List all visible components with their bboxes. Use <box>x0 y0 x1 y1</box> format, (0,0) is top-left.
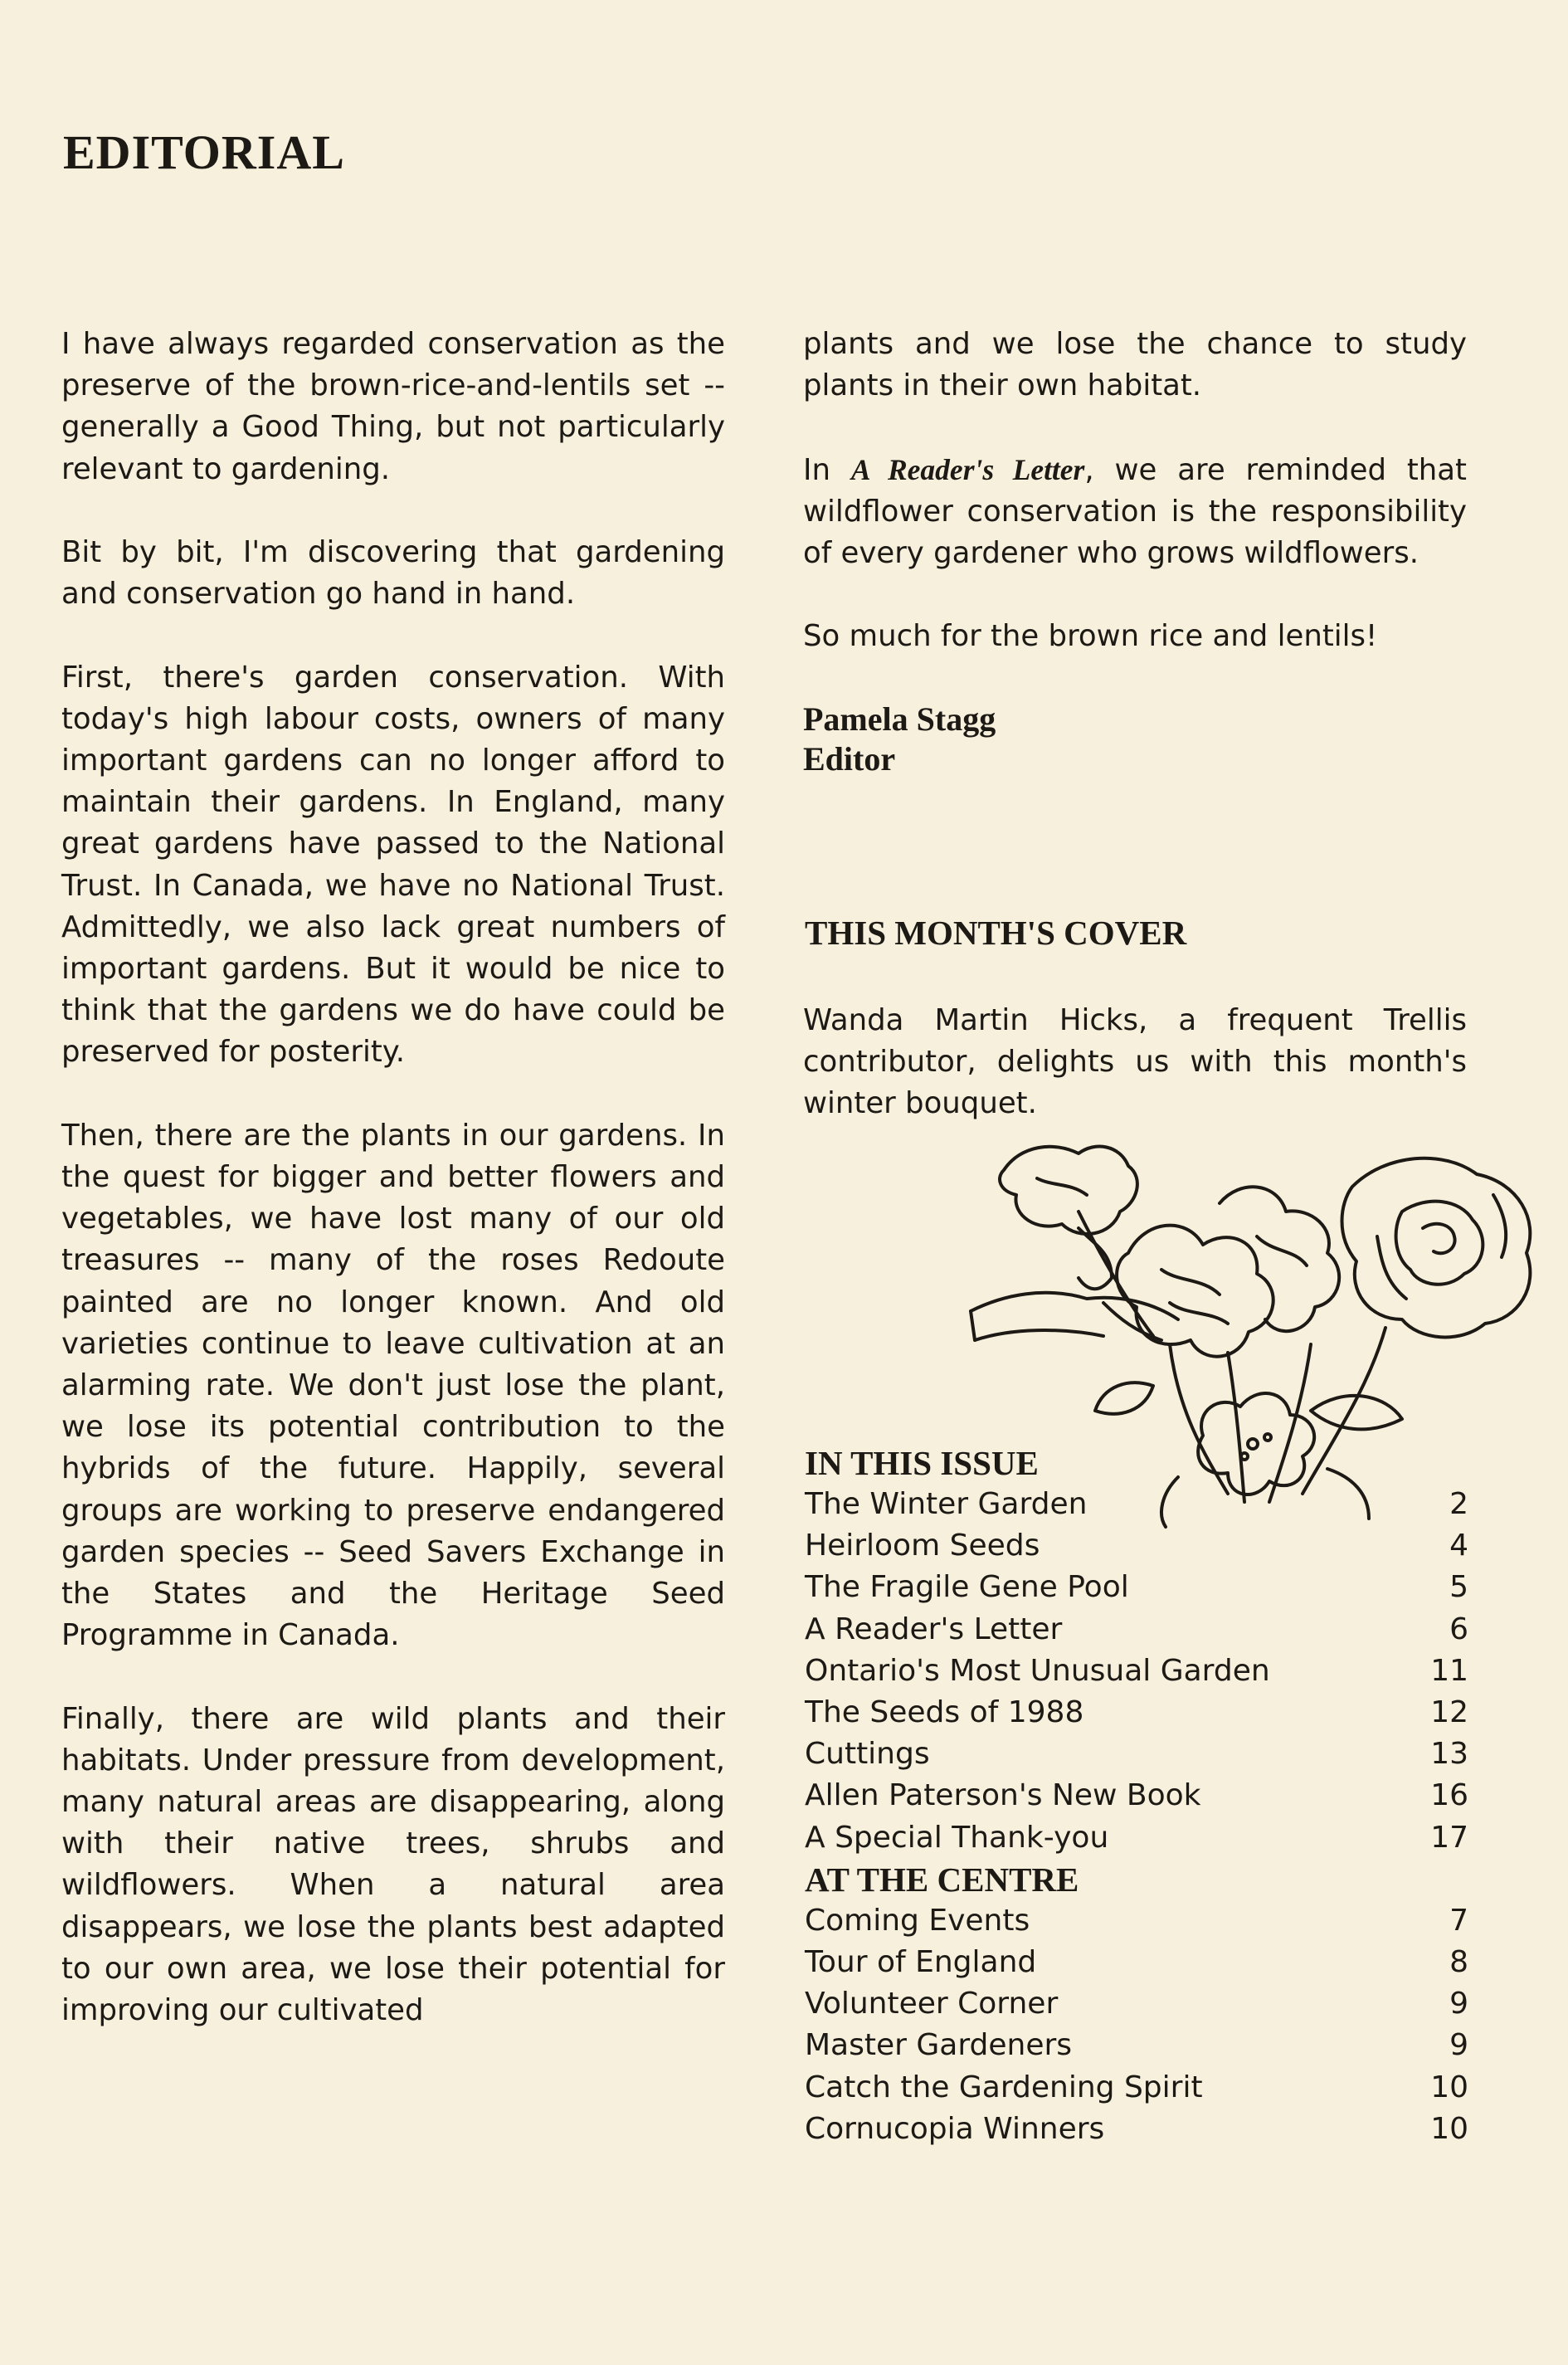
toc-item-title: A Special Thank-you <box>805 1820 1109 1855</box>
toc-item-title: A Reader's Letter <box>805 1612 1063 1646</box>
toc-item-page: 12 <box>1430 1695 1468 1730</box>
toc-item-title: Allen Paterson's New Book <box>805 1778 1201 1813</box>
cover-description: Wanda Martin Hicks, a frequent Trellis contributor, delights us with this month's winter bouquet. <box>803 1003 1467 1121</box>
signature-role: Editor <box>803 739 896 778</box>
toc-heading-centre: AT THE CENTRE <box>805 1860 1079 1899</box>
right-column <box>803 324 1467 779</box>
toc-item-page: 9 <box>1449 1987 1468 2021</box>
toc-item <box>805 1942 1468 1983</box>
toc-item-title: Cuttings <box>805 1737 930 1772</box>
paragraph: So much for the brown rice and lentils! <box>803 619 1378 654</box>
toc-item-page: 8 <box>1449 1945 1468 1980</box>
toc-item-page: 11 <box>1430 1653 1468 1688</box>
toc-item-title: The Winter Garden <box>805 1487 1088 1521</box>
toc-item <box>805 1609 1468 1651</box>
signature-name: Pamela Stagg <box>803 700 996 738</box>
toc-item-title: The Seeds of 1988 <box>805 1695 1084 1730</box>
toc-item <box>805 1525 1468 1567</box>
toc-item-page: 9 <box>1449 2028 1468 2063</box>
toc-item <box>805 1734 1468 1775</box>
toc-item <box>805 1817 1468 1859</box>
toc-item-title: Coming Events <box>805 1903 1030 1938</box>
page-title: EDITORIAL <box>63 125 345 179</box>
toc-item <box>805 1983 1468 2025</box>
paragraph: Finally, there are wild plants and their habitats. Under pressure from development, many natural areas are disappearing, along with their native trees, shrubs and wildflowers. When a natural area disappears, we lose the plants best adapted to our own area, we lose their potential for improving our cultivated <box>61 1701 725 2028</box>
toc-item-page: 2 <box>1449 1487 1468 1521</box>
toc-item-title: Tour of England <box>805 1945 1037 1980</box>
table-of-contents <box>805 1442 1468 2150</box>
left-column <box>61 324 725 2073</box>
paragraph: Then, there are the plants in our gardens. In the quest for bigger and better flowers and vegetables, we have lost many of our old treasures -- many of the roses Redoute painted are no longer known. And old varieties continue to leave cultivation at an alarming rate. We don't just lose the plant, we lose its potential contribution to the hybrids of the future. Happily, several groups are working to preserve endangered garden species -- Seed Savers Exchange in the States and the Heritage Seed Programme in Canada. <box>61 1118 725 1653</box>
toc-item-title: Volunteer Corner <box>805 1987 1059 2021</box>
toc-item <box>805 1484 1468 1525</box>
toc-item <box>805 1651 1468 1692</box>
toc-heading-issue: IN THIS ISSUE <box>805 1444 1039 1482</box>
paragraph: plants and we lose the chance to study plants in their own habitat. <box>803 327 1467 403</box>
paragraph-rest: , we are reminded that wildflower conservation is the responsibility of every gardener who grows wildflowers. <box>803 452 1467 570</box>
paragraph: First, there's garden conservation. With today's high labour costs, owners of many important gardens can no longer afford to maintain their gardens. In England, many great gardens have passed to the National Trust. In Canada, we have no National Trust. Admittedly, we also lack great numbers of important gardens. But it would be nice to think that the gardens we do have could be preserved for posterity. <box>61 660 725 1070</box>
toc-item-title: Master Gardeners <box>805 2028 1073 2063</box>
toc-item-page: 4 <box>1449 1529 1468 1563</box>
toc-item-page: 5 <box>1449 1570 1468 1605</box>
article-reference: A Reader's Letter <box>850 452 1085 486</box>
toc-item <box>805 2067 1468 2109</box>
toc-item <box>805 1900 1468 1942</box>
signature <box>803 700 1467 779</box>
toc-item-title: The Fragile Gene Pool <box>805 1570 1129 1605</box>
paragraph: I have always regarded conservation as the preserve of the brown-rice-and-lentils set -- generally a Good Thing, but not particularly relevant to gardening. <box>61 327 725 486</box>
paragraph <box>803 449 1467 575</box>
toc-item-page: 10 <box>1430 2111 1468 2146</box>
paragraph: Bit by bit, I'm discovering that gardening and conservation go hand in hand. <box>61 535 725 612</box>
toc-item-page: 13 <box>1430 1737 1468 1772</box>
toc-item <box>805 2025 1468 2066</box>
toc-item-page: 16 <box>1430 1778 1468 1813</box>
toc-item-title: Heirloom Seeds <box>805 1529 1040 1563</box>
toc-item-title: Catch the Gardening Spirit <box>805 2070 1203 2104</box>
toc-item <box>805 1567 1468 1608</box>
toc-item-page: 17 <box>1430 1820 1468 1855</box>
toc-item <box>805 1775 1468 1816</box>
toc-item <box>805 2109 1468 2150</box>
toc-item-title: Ontario's Most Unusual Garden <box>805 1653 1270 1688</box>
paragraph-lead: In <box>803 452 851 487</box>
toc-item <box>805 1692 1468 1734</box>
toc-item-title: Cornucopia Winners <box>805 2111 1105 2146</box>
toc-item-page: 6 <box>1449 1612 1468 1646</box>
toc-item-page: 7 <box>1449 1903 1468 1938</box>
toc-item-page: 10 <box>1430 2070 1468 2104</box>
cover-heading: THIS MONTH'S COVER <box>805 914 1187 952</box>
